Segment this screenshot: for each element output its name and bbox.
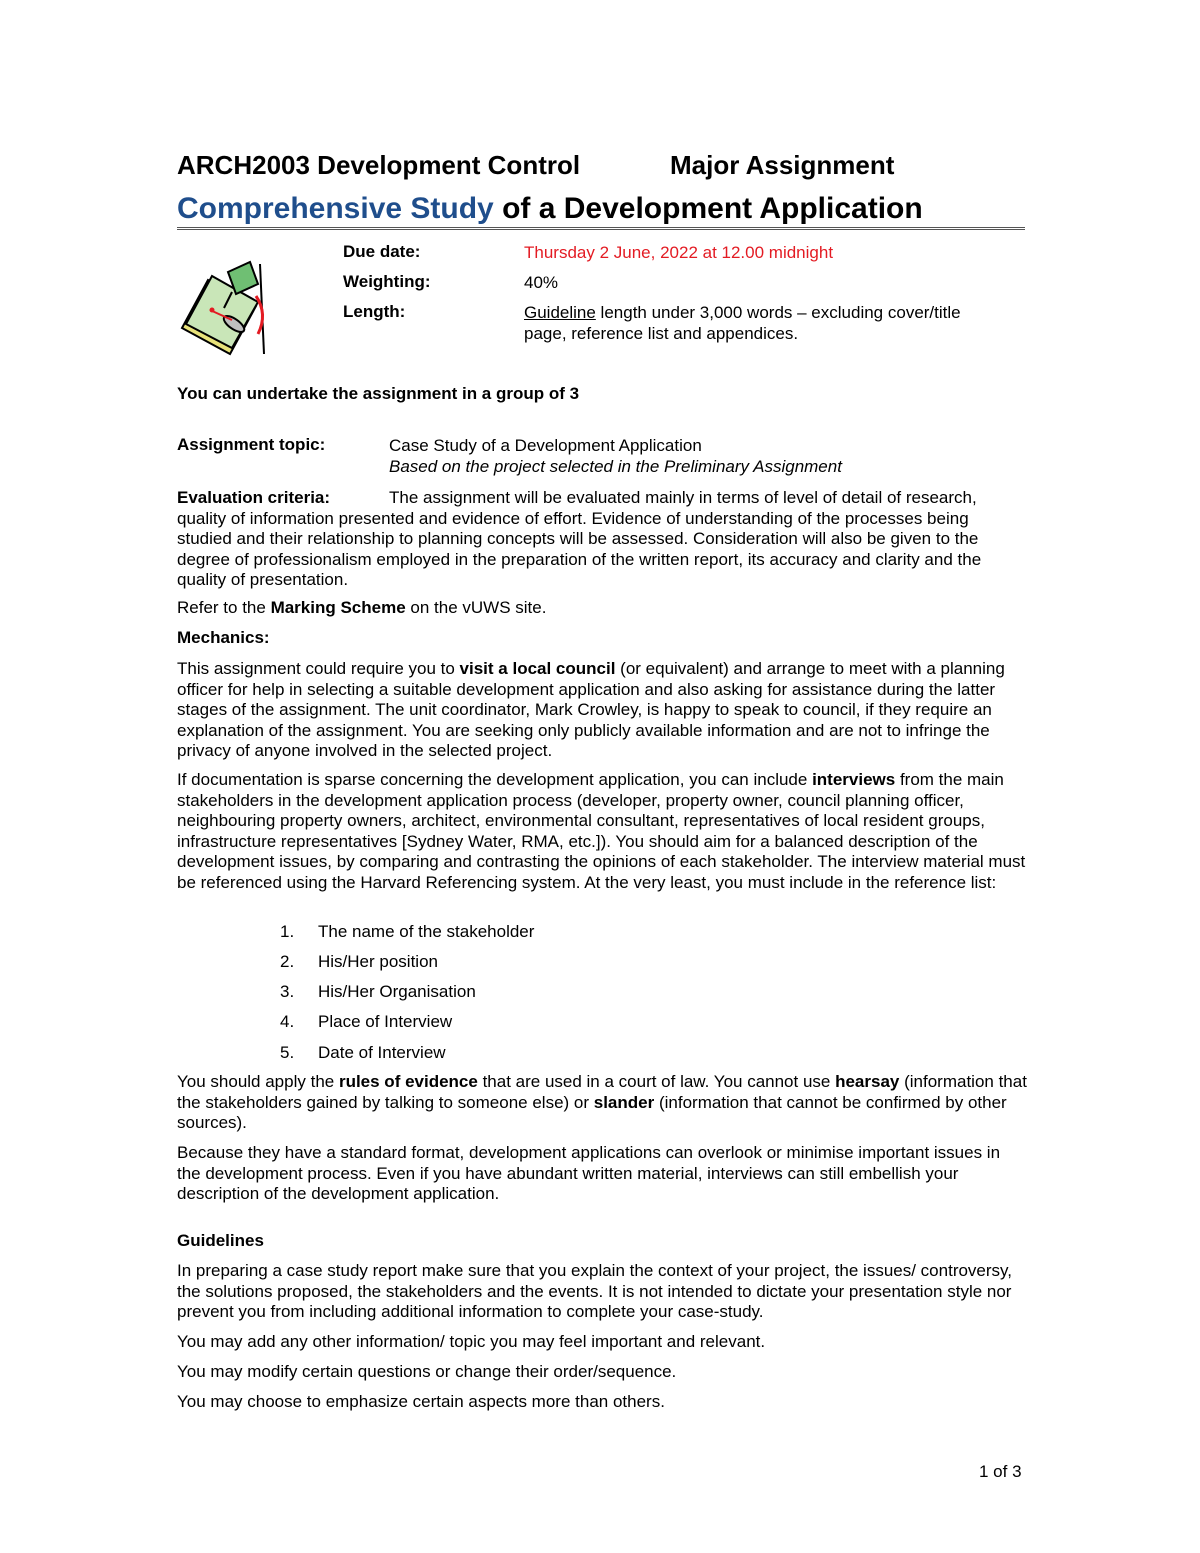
list-item-number: 3.	[280, 982, 295, 1001]
evidence-post: (information that cannot be confirmed by other sources).	[177, 1092, 1007, 1132]
due-date-value: Thursday 2 June, 2022 at 12.00 midnight	[524, 243, 834, 262]
evaluation-paragraph	[177, 488, 1027, 591]
guidelines-paragraph-3: You may modify certain questions or change their order/sequence.	[177, 1362, 677, 1381]
marking-scheme: Marking Scheme	[270, 598, 406, 617]
marking-post: on the vUWS site.	[405, 598, 547, 617]
guidelines-paragraph-1: In preparing a case study report make sure that you explain the context of your project, the issues/ controversy, the solutions proposed, the stakeholders and the events. It is not intended to dictate your presentation style nor prevent you from including additional information to complete your case-study.	[177, 1261, 1013, 1321]
length-line2: page, reference list and appendices.	[524, 324, 799, 343]
marking-paragraph	[177, 598, 1027, 619]
list-item-number: 2.	[280, 952, 295, 971]
evaluation-text: The assignment will be evaluated mainly in terms of level of detail of research, quality of information presented and evidence of effort. Evidence of understanding of the processes being studied and their relationship to planning concepts will be assessed. Consideration will also be given to the degree of professionalism employed in the preparation of the written report, its accuracy and clarity and the quality of presentation.	[177, 488, 982, 589]
title-rest: of a Development Application	[493, 192, 923, 225]
assignment-type: Major Assignment	[670, 150, 895, 180]
mechanics-paragraph-1	[177, 659, 1027, 762]
length-value	[524, 302, 1024, 344]
unit-title	[177, 150, 895, 181]
mechanics-p2-post: from the main stakeholders in the development application process (developer, property owner, council planning officer, neighbouring property owners, architect, environmental consultant, representatives of local resident groups, infrastructure representatives [Sydney Water, RMA, etc.]). You should aim for a balanced description of the development issues, by comparing and contrasting the opinions of each stakeholder. The interview material must be referenced using the Harvard Referencing system. At the very least, you must include in the reference list:	[177, 770, 1026, 892]
list-item: His/Her position	[318, 952, 438, 971]
unit-code: ARCH2003 Development Control	[177, 150, 581, 180]
mechanics-heading: Mechanics:	[177, 628, 270, 647]
visit-council-text: visit a local council	[459, 659, 616, 678]
page-title	[177, 192, 1025, 230]
due-date-label: Due date:	[343, 242, 421, 261]
list-item-number: 4.	[280, 1012, 295, 1031]
title-accent: Comprehensive Study	[177, 192, 494, 225]
evidence-mid2: (information that the stakeholders gained by talking to someone else) or	[177, 1072, 1027, 1112]
list-item-number: 5.	[280, 1043, 295, 1062]
rules-of-evidence: rules of evidence	[338, 1072, 478, 1091]
evaluation-label: Evaluation criteria:	[177, 488, 331, 507]
mechanics-paragraph-2	[177, 770, 1027, 893]
evidence-pre: You should apply the	[177, 1072, 339, 1091]
slander-text: slander	[593, 1092, 655, 1112]
length-line1: length under 3,000 words – excluding cover/title	[595, 303, 961, 322]
mechanics-p1-post: (or equivalent) and arrange to meet with a planning officer for help in selecting a suitable development application and also asking for assistance during the latter stages of the assignment. The unit coordinator, Mark Crowley, is happy to speak to council, if they require an explanation of the assignment. You are seeking only publicly available information and are not to infringe the privacy of anyone involved in the selected project.	[177, 659, 1005, 760]
topic-label: Assignment topic:	[177, 435, 326, 454]
guidelines-heading: Guidelines	[177, 1231, 264, 1250]
list-item: His/Her Organisation	[318, 982, 476, 1001]
group-note: You can undertake the assignment in a group of 3	[177, 384, 580, 403]
hearsay-text: hearsay	[835, 1072, 900, 1091]
length-label: Length:	[343, 302, 406, 321]
list-item: The name of the stakeholder	[318, 922, 535, 941]
list-item: Place of Interview	[318, 1012, 453, 1031]
interviews-text: interviews	[812, 770, 896, 789]
standard-format-paragraph: Because they have a standard format, development applications can overlook or minimise important issues in the development process. Even if you have abundant written material, interviews can still embellish your description of the development application.	[177, 1143, 1001, 1203]
mechanics-p2-pre: If documentation is sparse concerning the development application, you can include	[177, 770, 813, 789]
evidence-mid1: that are used in a court of law. You cannot use	[477, 1072, 836, 1091]
mechanics-p1-pre: This assignment could require you to	[177, 659, 460, 678]
weighting-value: 40%	[524, 273, 559, 292]
list-item: Date of Interview	[318, 1043, 446, 1062]
topic-line1: Case Study of a Development Application	[389, 436, 702, 455]
marking-pre: Refer to the	[177, 598, 271, 617]
desk-notepad-icon	[178, 258, 270, 356]
list-item-number: 1.	[280, 922, 295, 941]
topic-value	[389, 435, 842, 477]
guidelines-paragraph-4: You may choose to emphasize certain aspects more than others.	[177, 1392, 665, 1411]
page-number: 1 of 3	[979, 1462, 1022, 1481]
weighting-label: Weighting:	[343, 272, 431, 291]
guideline-link[interactable]: Guideline	[524, 303, 596, 322]
guidelines-paragraph-2: You may add any other information/ topic you may feel important and relevant.	[177, 1332, 766, 1351]
evidence-paragraph	[177, 1072, 1027, 1134]
topic-line2: Based on the project selected in the Preliminary Assignment	[389, 457, 842, 476]
